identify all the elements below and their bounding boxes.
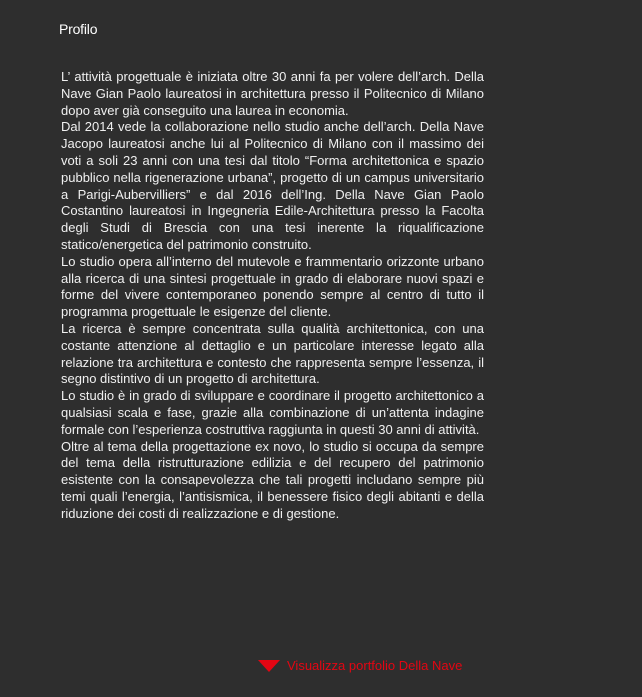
profile-paragraph: Lo studio è in grado di sviluppare e coordinare il progetto architettonico a qualsiasi scala e fase, grazie alla combinazione di un’attenta indagine formale con l’esperienza costruttiva raggiunta in questi 30 anni di attività.	[61, 388, 484, 437]
profile-paragraph: Lo studio opera all’interno del mutevole e frammentario orizzonte urbano alla ricerca di una sintesi progettuale in grado di elaborare nuovi spazi e forme del vivere contemporaneo ponendo sempre al centro di tutto il programma progettuale le esigenze del cliente.	[61, 253, 484, 320]
profile-paragraph: Dal 2014 vede la collaborazione nello studio anche dell’arch. Della Nave Jacopo laureatosi anche lui al Politecnico di Milano con il massimo dei voti a soli 23 anni con una tesi dal titolo “Forma architettonica e spazio pubblico nella rigenerazione urbana”, progetto di un campus universitario a Parigi-Aubervilliers” e dal 2016 dell’Ing. Della Nave Gian Paolo Costantino laureatosi in Ingegneria Edile-Architettura presso la Facolta degli Studi di Brescia con una tesi inerente la riqualificazione statico/energetica del patrimonio construito.	[61, 119, 484, 252]
portfolio-link[interactable]	[257, 657, 462, 675]
profile-paragraph: L’ attività progettuale è iniziata oltre 30 anni fa per volere dell’arch. Della Nave Gian Paolo laureatosi in architettura presso il Politecnico di Milano dopo aver già conseguito una laurea in economia.	[61, 69, 484, 118]
arrow-down-icon	[257, 659, 281, 673]
page-title: Profilo	[59, 21, 98, 37]
portfolio-link-label: Visualizza portfolio Della Nave	[287, 658, 463, 673]
profile-paragraph: Oltre al tema della progettazione ex novo, lo studio si occupa da sempre del tema della ristrutturazione edilizia e del recupero del patrimonio esistente con la consapevolezza che tali progetti includano sempre più temi quali l’energia, l’antisismica, il benessere fisico degli abitanti e della riduzione dei costi di realizzazione e di gestione.	[61, 438, 484, 521]
profile-text	[61, 69, 484, 523]
profile-paragraph: La ricerca è sempre concentrata sulla qualità architettonica, con una costante attenzione al dettaglio e un particolare interesse legato alla relazione tra architettura e contesto che rappresenta sempre l’essenza, il segno distintivo di un progetto di architettura.	[61, 320, 484, 387]
